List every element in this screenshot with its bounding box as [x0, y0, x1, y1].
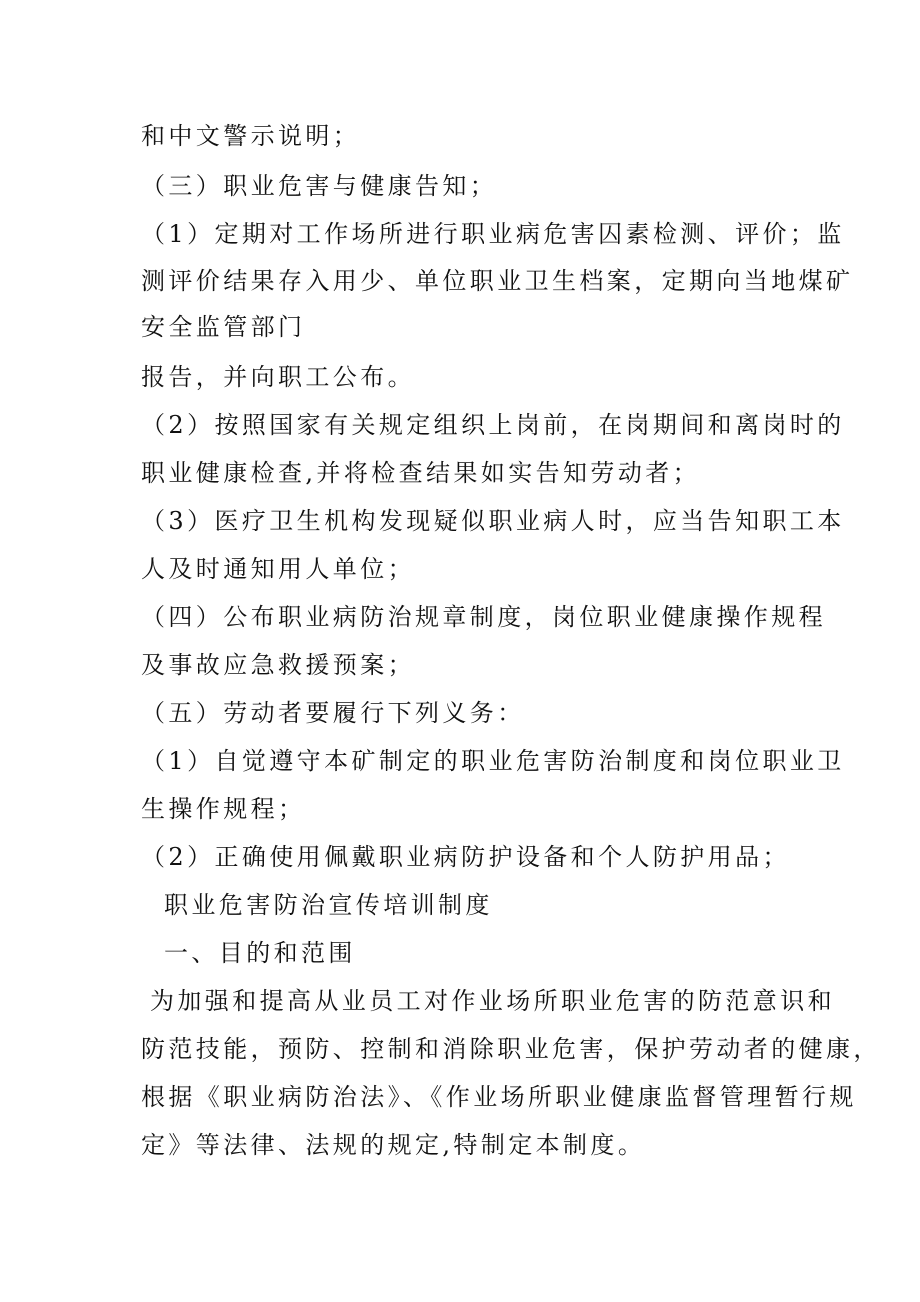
- text-line-16: （2）正确使用佩戴职业病防护设备和个人防护用品；: [141, 843, 790, 871]
- text-line-13: （五）劳动者要履行下列义务：: [141, 699, 525, 727]
- text-line-11: （四）公布职业病防治规章制度，岗位职业健康操作规程: [141, 603, 826, 631]
- text-line-10: 人及时通知用人单位；: [141, 555, 415, 583]
- text-line-15: 生操作规程；: [141, 795, 306, 823]
- section-heading-1: 一、目的和范围: [164, 939, 356, 967]
- text-line-4: 测评价结果存入用少、单位职业卫生档案，定期向当地煤矿: [141, 267, 854, 295]
- text-line-21: 根据《职业病防治法》、《作业场所职业健康监督管理暂行规: [141, 1083, 857, 1111]
- text-line-9: （3）医疗卫生机构发现疑似职业病人时，应当告知职工本: [141, 507, 845, 535]
- text-line-1: 和中文警示说明；: [141, 122, 361, 150]
- text-line-7: （2）按照国家有关规定组织上岗前，在岗期间和离岗时的: [141, 411, 845, 439]
- text-line-2: （三）职业危害与健康告知；: [141, 172, 498, 200]
- section-title: 职业危害防治宣传培训制度: [164, 891, 493, 919]
- text-line-3: （1）定期对工作场所进行职业病危害囚素检测、评价；监: [141, 220, 845, 248]
- text-line-6: 报告，并向职工公布。: [141, 363, 415, 391]
- text-line-20: 防范技能，预防、控制和消除职业危害，保护劳动者的健康，: [141, 1035, 881, 1063]
- text-line-14: （1）自觉遵守本矿制定的职业危害防治制度和岗位职业卫: [141, 747, 845, 775]
- text-line-19: 为加强和提高从业员工对作业场所职业危害的防范意识和: [150, 987, 835, 1015]
- text-line-5: 安全监管部门: [141, 313, 306, 341]
- text-line-12: 及事故应急救援预案；: [141, 651, 415, 679]
- text-line-8: 职业健康检查,并将检查结果如实告知劳动者；: [141, 459, 701, 487]
- text-line-22: 定》等法律、法规的规定,特制定本制度。: [141, 1131, 646, 1159]
